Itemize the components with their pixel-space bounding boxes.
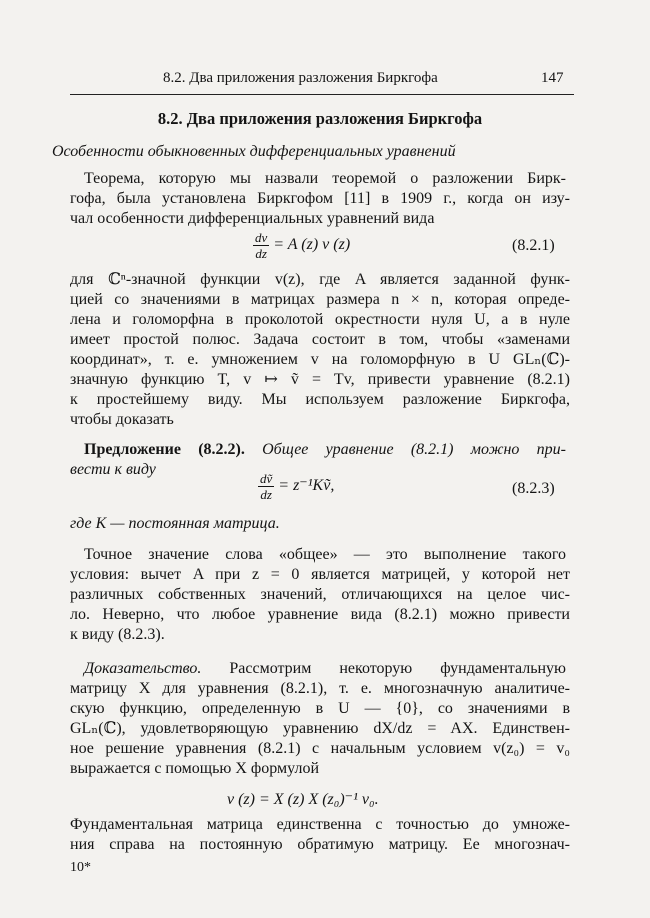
signature-mark: 10* (70, 860, 91, 875)
text-line: матрицу X для уравнения (8.2.1), т. е. многозначную аналитиче- (70, 680, 570, 697)
text-line: Фундаментальная матрица единственна с точностью до умноже- (70, 816, 570, 833)
text-line: скую функцию, определенную в U — {0}, со значениями в (70, 700, 570, 717)
text-line: для ℂⁿ-значной функции v(z), где A является заданной функ- (70, 271, 570, 288)
text-line: Точное значение слова «общее» — это выполнение такого (84, 546, 566, 563)
text-line: ния справа на постоянную обратимую матрицу. Ее многознач- (70, 836, 570, 853)
text-line: чал особенности дифференциальных уравнений вида (70, 210, 435, 227)
text-line: где K — постоянная матрица. (70, 515, 280, 532)
proof-line: Доказательство. Рассмотрим некоторую фундаментальную (84, 660, 566, 677)
fraction: $\frac{dv}{dz}$ (255, 230, 268, 261)
equation-rhs: = z⁻¹Kṽ, (278, 477, 335, 495)
text-line: Теорема, которую мы назвали теоремой о разложении Бирк- (84, 170, 566, 187)
text-line: ное решение уравнения (8.2.1) с начальным условием v(z₀) = v₀ (70, 740, 570, 757)
equation-number: (8.2.1) (512, 237, 555, 254)
text-line: имеет простой полюс. Задача состоит в том, чтобы «заменами (70, 331, 570, 348)
text-line: лена и голоморфна в проколотой окрестности нуля U, а в нуле (70, 311, 570, 328)
section-subtitle: Особенности обыкновенных дифференциальных уравнений (52, 143, 456, 160)
header-rule (70, 94, 574, 95)
text-line: различных собственных значений, отличающихся на целое чис- (70, 586, 570, 603)
text-line: чтобы доказать (70, 411, 174, 428)
section-title: 8.2. Два приложения разложения Биркгофа (157, 109, 483, 128)
text-line: GLₙ(ℂ), удовлетворяющую уравнению dX/dz = AX. Единствен- (70, 720, 570, 737)
proposition-line: Предложение (8.2.2). Общее уравнение (8.2.1) можно при- (84, 441, 566, 458)
text-line: условия: вычет A при z = 0 является матрицей, у которой нет (70, 566, 570, 583)
text-line: ло. Неверно, что любое уравнение вида (8.2.1) можно привести (70, 606, 570, 623)
running-header: 8.2. Два приложения разложения Биркгофа (163, 70, 438, 86)
text-line: значную функцию T, v ↦ ṽ = Tv, привести уравнение (8.2.1) (70, 371, 570, 388)
text-line: гофа, была установлена Биркгофом [11] в 1909 г., когда он изу- (70, 190, 570, 207)
equation-rhs: = A (z) v (z) (273, 236, 351, 254)
fraction: $\frac{\text{dṽ}}{dz}$ (260, 471, 273, 502)
text-line: координат», т. е. умножением v на голоморфную в U GLₙ(ℂ)- (70, 351, 570, 368)
page-number: 147 (541, 70, 564, 86)
equation-8-2-3 (258, 471, 334, 502)
text-line: цией со значениями в матрицах размера n × n, которая опреде- (70, 291, 570, 308)
text-line: к простейшему виду. Мы используем разложение Биркгофа, (70, 391, 570, 408)
equation-number: (8.2.3) (512, 480, 555, 497)
proposition-line: вести к виду (70, 461, 156, 478)
equation-fundamental: v (z) = X (z) X (z₀)⁻¹ v₀. (227, 791, 379, 808)
equation-8-2-1 (253, 230, 350, 261)
text-line: выражается с помощью X формулой (70, 760, 320, 777)
text-line: к виду (8.2.3). (70, 626, 165, 643)
